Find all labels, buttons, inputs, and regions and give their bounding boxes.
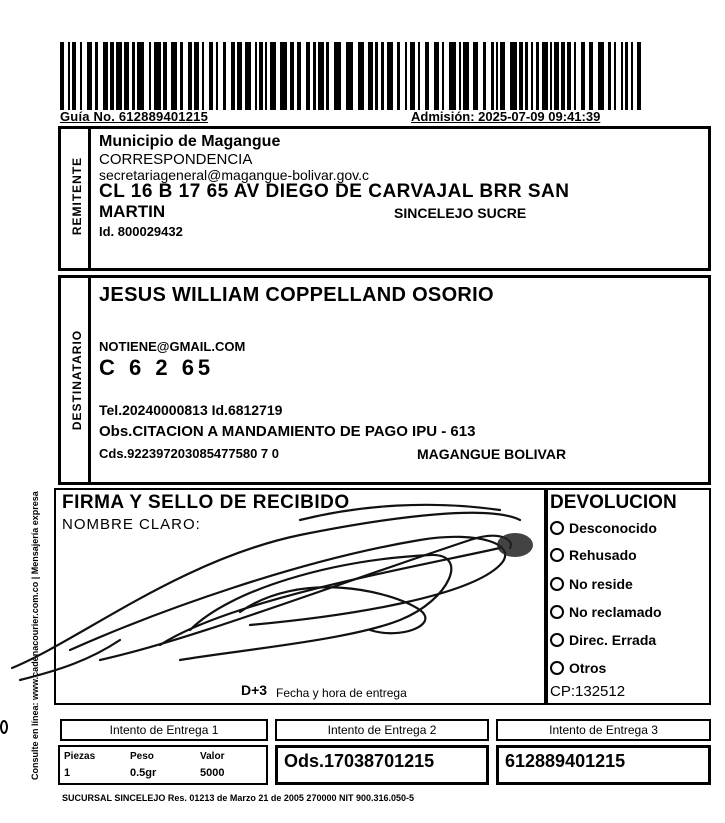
barcode-bar [554,42,559,110]
barcode-bar [449,42,456,110]
radio-icon[interactable] [550,633,564,647]
barcode-bar [598,42,604,110]
barcode-bar [434,42,439,110]
devolucion-option-otros[interactable]: Otros [550,660,606,676]
firma-d3: D+3 [241,682,268,698]
barcode-bar [550,42,552,110]
peso-header: Peso [130,751,154,762]
barcode-bar [542,42,548,110]
barcode-bar [621,42,623,110]
guia-cell [496,745,711,785]
barcode-bar [405,42,407,110]
remitente-id: Id. 800029432 [99,224,183,239]
destinatario-cds: Cds.922397203085477580 7 0 [99,446,279,461]
barcode-bar [231,42,235,110]
admision-date: Admisión: 2025-07-09 09:41:39 [411,109,601,124]
footer-text: SUCURSAL SINCELEJO Res. 01213 de Marzo 21 de 2005 270000 NIT 900.316.050-5 [62,793,415,803]
remitente-address: CL 16 B 17 65 AV DIEGO DE CARVAJAL BRR SAN [99,181,570,202]
barcode-bar [519,42,523,110]
peso-value: 0.5gr [130,767,157,779]
barcode-bar [149,42,151,110]
devolucion-option-direc-errada[interactable]: Direc. Errada [550,632,656,648]
barcode-bar [496,42,498,110]
barcode-bar [72,42,76,110]
barcode [60,42,642,110]
barcode-bar [280,42,287,110]
barcode-bar [171,42,177,110]
barcode-bar [589,42,593,110]
barcode-bar [536,42,539,110]
barcode-bar [346,42,353,110]
barcode-bar [188,42,192,110]
intento-1: Intento de Entrega 1 [60,719,268,741]
ods-cell [275,745,489,785]
barcode-bar [110,42,114,110]
barcode-bar [334,42,341,110]
barcode-bar [368,42,373,110]
remitente-label: REMITENTE [70,156,84,236]
devolucion-title: DEVOLUCION [550,492,677,513]
barcode-bar [223,42,226,110]
barcode-bar [531,42,533,110]
barcode-bar [525,42,528,110]
barcode-bar [245,42,251,110]
barcode-bar [95,42,98,110]
barcode-bar [387,42,393,110]
remitente-address-2: MARTIN [99,202,166,221]
barcode-bar [473,42,478,110]
barcode-bar [326,42,329,110]
barcode-bar [318,42,324,110]
barcode-bar [625,42,628,110]
piezas-header: Piezas [64,751,96,762]
barcode-bar [581,42,585,110]
barcode-bar [459,42,461,110]
barcode-bar [637,42,641,110]
barcode-bar [194,42,199,110]
firma-nombre-label: NOMBRE CLARO: [62,516,201,533]
guia-number: Guía No. 612889401215 [60,109,209,124]
firma-fecha-label: Fecha y hora de entrega [276,686,407,700]
destinatario-name: JESUS WILLIAM COPPELLAND OSORIO [99,284,494,306]
barcode-bar [163,42,167,110]
destinatario-tel: Tel.20240000813 Id.6812719 [99,402,283,418]
side-text: Consulte en línea: www.cadenacourier.com.co | Mensajería expresa [30,491,40,780]
barcode-bar [137,42,144,110]
margin-mark [0,720,8,734]
barcode-bar [510,42,517,110]
radio-icon[interactable] [550,577,564,591]
barcode-bar [116,42,122,110]
guia-number-box: 612889401215 [505,751,626,771]
intento-3: Intento de Entrega 3 [496,719,711,741]
firma-title: FIRMA Y SELLO DE RECIBIDO [62,492,350,513]
barcode-bar [180,42,183,110]
barcode-bar [297,42,301,110]
devolucion-option-rehusado[interactable]: Rehusado [550,547,637,563]
barcode-bar [237,42,242,110]
devolucion-option-no-reside[interactable]: No reside [550,576,633,592]
radio-icon[interactable] [550,661,564,675]
barcode-bar [68,42,70,110]
radio-icon[interactable] [550,548,564,562]
devolucion-cp: CP:132512 [550,683,626,700]
barcode-bar [209,42,213,110]
ods-number: Ods.17038701215 [284,751,435,771]
barcode-bar [463,42,469,110]
barcode-bar [358,42,364,110]
radio-icon[interactable] [550,605,564,619]
barcode-bar [500,42,505,110]
barcode-bar [270,42,276,110]
barcode-bar [631,42,633,110]
remitente-city: SINCELEJO SUCRE [394,205,527,221]
devolucion-option-desconocido[interactable]: Desconocido [550,520,657,536]
barcode-bar [124,42,129,110]
barcode-bar [80,42,82,110]
barcode-bar [154,42,161,110]
devolucion-box [546,488,711,705]
barcode-bar [216,42,218,110]
barcode-bar [410,42,415,110]
barcode-bar [397,42,400,110]
piezas-value: 1 [64,767,71,779]
barcode-bar [418,42,420,110]
barcode-bar [608,42,611,110]
barcode-bar [567,42,571,110]
remitente-box [58,126,711,271]
barcode-bar [381,42,384,110]
valor-value: 5000 [200,767,225,779]
barcode-bar [132,42,135,110]
destinatario-obs: Obs.CITACION A MANDAMIENTO DE PAGO IPU - 613 [99,423,476,440]
firma-box [54,488,546,705]
barcode-bar [255,42,257,110]
barcode-bar [306,42,310,110]
radio-icon[interactable] [550,521,564,535]
barcode-bar [442,42,444,110]
destinatario-box [58,275,711,485]
remitente-email: secretariageneral@magangue-bolivar.gov.c [99,167,369,183]
barcode-bar [265,42,267,110]
barcode-bar [87,42,92,110]
barcode-bar [425,42,429,110]
destinatario-code: C 6 2 65 [99,355,215,380]
barcode-bar [561,42,565,110]
barcode-bar [103,42,108,110]
barcode-bar [483,42,486,110]
barcode-bar [614,42,616,110]
barcode-bar [375,42,378,110]
valor-header: Valor [200,751,225,762]
barcode-bar [259,42,263,110]
destinatario-label: DESTINATARIO [70,329,84,431]
intento-2: Intento de Entrega 2 [275,719,489,741]
destinatario-city: MAGANGUE BOLIVAR [417,446,567,462]
remitente-dept: CORRESPONDENCIA [99,151,253,168]
barcode-bar [290,42,294,110]
barcode-bar [574,42,576,110]
barcode-bar [202,42,204,110]
destinatario-email: NOTIENE@GMAIL.COM [99,339,246,354]
barcode-bar [313,42,316,110]
devolucion-option-no-reclamado[interactable]: No reclamado [550,604,662,620]
remitente-name: Municipio de Magangue [99,133,281,150]
barcode-bar [491,42,494,110]
piezas-table [58,745,268,785]
barcode-bar [60,42,64,110]
